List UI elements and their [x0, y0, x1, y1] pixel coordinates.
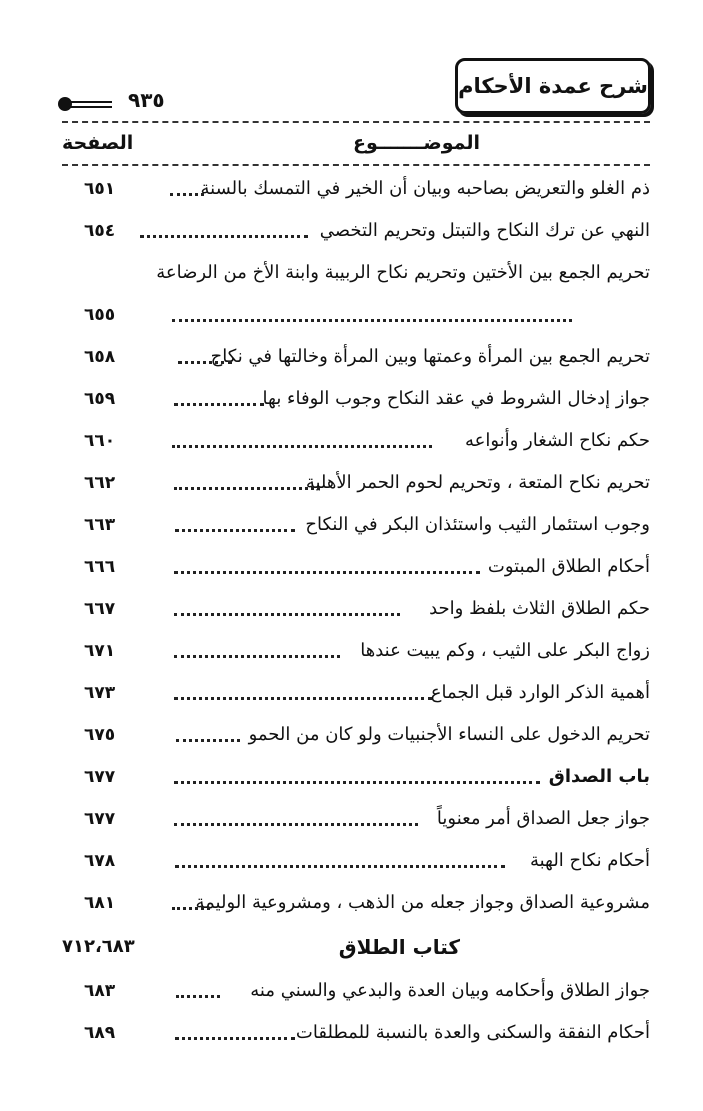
toc-list: [62, 168, 650, 1054]
toc-book-heading: [62, 924, 650, 970]
toc-entry-page: ٦٦٢: [84, 473, 116, 493]
toc-entry-page: ٦٧٧: [84, 809, 116, 829]
leader-dots: [174, 697, 432, 700]
toc-entry: [62, 420, 650, 462]
toc-entry: [62, 714, 650, 756]
leader-dots: [172, 445, 432, 448]
topic-column-header: الموضـــــــوع: [352, 132, 480, 154]
toc-book-pages: ٧١٢،٦٨٣: [62, 936, 135, 957]
leader-dots: [174, 403, 264, 406]
toc-entry-title: النهي عن ترك النكاح والتبتل وتحريم التخصي: [319, 220, 650, 241]
toc-entry: [62, 882, 650, 924]
toc-entry-title: أحكام الطلاق المبتوت: [487, 556, 650, 577]
toc-entry: [62, 588, 650, 630]
toc-entry-title: زواج البكر على الثيب ، وكم يبيت عندها: [360, 640, 650, 661]
leader-dots: [176, 739, 240, 742]
header-divider: [62, 121, 650, 123]
column-headers: [62, 132, 650, 162]
toc-entry-page: ٦٦٦: [84, 557, 116, 577]
leader-dots: [174, 487, 320, 490]
toc-entry: [62, 378, 650, 420]
toc-entry-page: ٦٧١: [84, 641, 116, 661]
leader-dots: [140, 235, 308, 238]
toc-entry: [62, 336, 650, 378]
leader-dots: [170, 193, 204, 196]
toc-entry-page: ٦٥٨: [84, 347, 116, 367]
leader-dots: [172, 319, 572, 322]
toc-entry-page: ٦٥٩: [84, 389, 116, 409]
toc-entry-page: ٦٧٨: [84, 851, 116, 871]
toc-entry-title: باب الصداق: [548, 766, 650, 787]
toc-entry-title: أحكام النفقة والسكنى والعدة بالنسبة للمطلقات: [295, 1022, 650, 1043]
toc-entry-title: تحريم نكاح المتعة ، وتحريم لحوم الحمر الأهلية: [305, 472, 650, 493]
book-title: شرح عمدة الأحكام: [455, 58, 651, 114]
leader-dots: [175, 1037, 295, 1040]
toc-entry: [62, 672, 650, 714]
toc-entry-title: حكم نكاح الشغار وأنواعه: [464, 430, 650, 451]
toc-entry-title: تحريم الدخول على النساء الأجنبيات ولو كان من الحمو: [248, 724, 650, 745]
toc-entry-page: ٦٨٣: [84, 981, 116, 1001]
toc-entry-title: تحريم الجمع بين الأختين وتحريم نكاح الربيبة وابنة الأخ من الرضاعة: [156, 262, 650, 283]
leader-dots: [174, 613, 400, 616]
toc-entry-page: ٦٥٥: [84, 305, 116, 325]
leader-dots: [174, 781, 540, 784]
toc-entry-title: جواز جعل الصداق أمر معنوياً: [436, 808, 650, 829]
leader-dots: [174, 655, 340, 658]
toc-entry-title: حكم الطلاق الثلاث بلفظ واحد: [429, 598, 650, 619]
toc-entry-page: ٦٨٩: [84, 1023, 116, 1043]
toc-entry-title: ذم الغلو والتعريض بصاحبه وبيان أن الخير في التمسك بالسنة: [200, 178, 650, 199]
leader-dots: [178, 361, 232, 364]
toc-entry: [62, 1012, 650, 1054]
leader-dots: [176, 995, 220, 998]
page-number: ٩٣٥: [128, 88, 165, 112]
toc-entry-page: ٦٥٤: [84, 221, 116, 241]
leader-dots: [174, 823, 418, 826]
toc-entry: [62, 840, 650, 882]
toc-entry: [62, 546, 650, 588]
page-column-header: الصفحة: [62, 132, 134, 154]
toc-entry-page: ٦٧٥: [84, 725, 116, 745]
leader-dots: [172, 907, 210, 910]
toc-entry-title: جواز إدخال الشروط في عقد النكاح وجوب الوفاء بها: [262, 388, 650, 409]
toc-entry: [62, 504, 650, 546]
toc-entry-title: جواز الطلاق وأحكامه وبيان العدة والبدعي والسني منه: [250, 980, 650, 1001]
leader-dots: [175, 529, 295, 532]
toc-entry: [62, 210, 650, 252]
toc-book-title: كتاب الطلاق: [338, 935, 460, 959]
toc-entry-title: مشروعية الصداق وجواز جعله من الذهب ، ومشروعية الوليمة: [195, 892, 650, 913]
toc-entry-title: وجوب استئمار الثيب واستئذان البكر في النكاح: [305, 514, 650, 535]
toc-entry-page: ٦٦٣: [84, 515, 116, 535]
toc-entry: [62, 970, 650, 1012]
toc-entry-page: ٦٦٠: [84, 431, 116, 451]
toc-entry-title: أحكام نكاح الهبة: [529, 850, 650, 871]
toc-entry: [62, 798, 650, 840]
toc-entry: [62, 252, 650, 336]
toc-entry: [62, 462, 650, 504]
toc-entry-page: ٦٨١: [84, 893, 116, 913]
toc-entry-page: ٦٧٣: [84, 683, 116, 703]
toc-chapter-entry: [62, 756, 650, 798]
toc-entry-page: ٦٥١: [84, 179, 116, 199]
toc-entry: [62, 630, 650, 672]
toc-entry-title: أهمية الذكر الوارد قبل الجماع: [430, 682, 650, 703]
toc-entry: [62, 168, 650, 210]
leader-dots: [174, 571, 480, 574]
toc-entry-page: ٦٦٧: [84, 599, 116, 619]
leader-dots: [175, 865, 505, 868]
toc-entry-title: تحريم الجمع بين المرأة وعمتها وبين المرأة وخالتها في نكاح: [210, 346, 650, 367]
column-header-divider: [62, 164, 650, 166]
decorative-dot-icon: [58, 97, 72, 111]
toc-entry-page: ٦٧٧: [84, 767, 116, 787]
